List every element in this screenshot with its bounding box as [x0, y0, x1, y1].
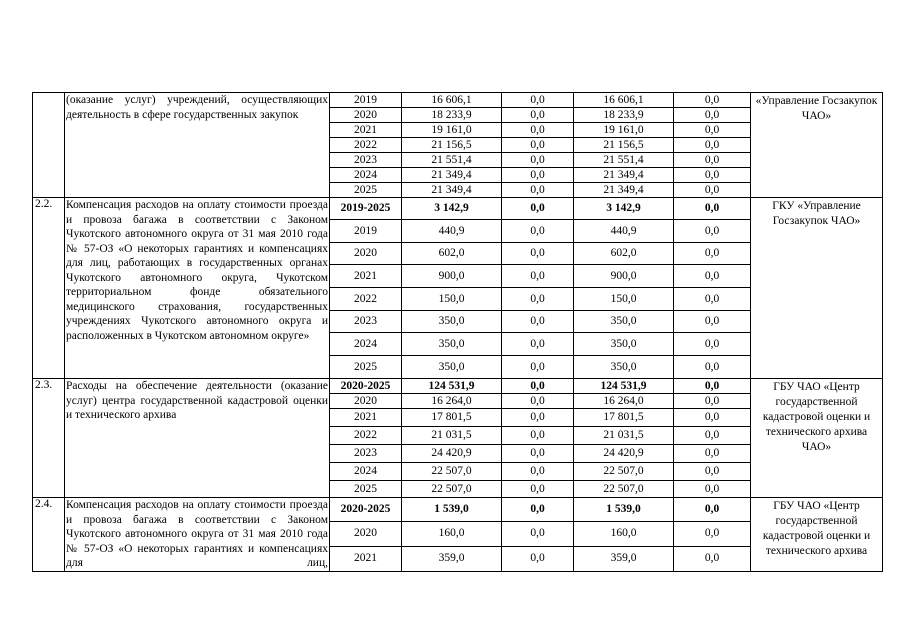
- year-cell: 2022: [330, 288, 402, 311]
- total-cell: 17 801,5: [402, 409, 502, 427]
- federal-budget-cell: 0,0: [502, 138, 574, 153]
- regional-budget-cell: 19 161,0: [574, 123, 674, 138]
- regional-budget-cell: 16 606,1: [574, 93, 674, 108]
- total-cell: 602,0: [402, 243, 502, 265]
- federal-budget-cell: 0,0: [502, 265, 574, 288]
- other-sources-cell: 0,0: [674, 481, 751, 498]
- total-cell: 3 142,9: [402, 198, 502, 220]
- total-cell: 18 233,9: [402, 108, 502, 123]
- other-sources-cell: 0,0: [674, 333, 751, 356]
- federal-budget-cell: 0,0: [502, 93, 574, 108]
- other-sources-cell: 0,0: [674, 138, 751, 153]
- other-sources-cell: 0,0: [674, 123, 751, 138]
- year-cell: 2019: [330, 220, 402, 243]
- other-sources-cell: 0,0: [674, 168, 751, 183]
- year-cell: 2022: [330, 138, 402, 153]
- year-cell: 2019: [330, 93, 402, 108]
- federal-budget-cell: 0,0: [502, 153, 574, 168]
- federal-budget-cell: 0,0: [502, 445, 574, 463]
- regional-budget-cell: 350,0: [574, 333, 674, 356]
- regional-budget-cell: 22 507,0: [574, 463, 674, 481]
- federal-budget-cell: 0,0: [502, 394, 574, 409]
- year-cell: 2021: [330, 546, 402, 571]
- total-cell: 350,0: [402, 356, 502, 379]
- other-sources-cell: 0,0: [674, 356, 751, 379]
- executor-cell: ГБУ ЧАО «Центр государственной кадастровой оценки и технического архива ЧАО»: [751, 379, 883, 498]
- section-number: 2.4.: [33, 498, 65, 572]
- year-cell: 2020: [330, 243, 402, 265]
- regional-budget-cell: 24 420,9: [574, 445, 674, 463]
- executor-cell: ГБУ ЧАО «Центр государственной кадастровой оценки и технического архива: [751, 498, 883, 572]
- regional-budget-cell: 21 156,5: [574, 138, 674, 153]
- total-cell: 440,9: [402, 220, 502, 243]
- year-cell: 2020: [330, 521, 402, 546]
- other-sources-cell: 0,0: [674, 288, 751, 311]
- regional-budget-cell: 602,0: [574, 243, 674, 265]
- other-sources-cell: 0,0: [674, 445, 751, 463]
- year-cell: 2022: [330, 427, 402, 445]
- year-cell: 2020: [330, 394, 402, 409]
- other-sources-cell: 0,0: [674, 198, 751, 220]
- regional-budget-cell: 1 539,0: [574, 498, 674, 522]
- total-cell: 16 264,0: [402, 394, 502, 409]
- federal-budget-cell: 0,0: [502, 427, 574, 445]
- executor-cell: «Управление Госзакупок ЧАО»: [751, 93, 883, 198]
- federal-budget-cell: 0,0: [502, 333, 574, 356]
- section-description: Расходы на обеспечение деятельности (оказание услуг) центра государственной кадастровой оценки и технического архива: [65, 379, 330, 498]
- table-body: [33, 93, 883, 572]
- executor-cell: ГКУ «Управление Госзакупок ЧАО»: [751, 198, 883, 379]
- year-cell: 2024: [330, 168, 402, 183]
- year-cell: 2024: [330, 463, 402, 481]
- total-cell: 24 420,9: [402, 445, 502, 463]
- other-sources-cell: 0,0: [674, 409, 751, 427]
- other-sources-cell: 0,0: [674, 427, 751, 445]
- section-number: 2.3.: [33, 379, 65, 498]
- federal-budget-cell: 0,0: [502, 409, 574, 427]
- year-cell: 2023: [330, 445, 402, 463]
- other-sources-cell: 0,0: [674, 93, 751, 108]
- other-sources-cell: 0,0: [674, 394, 751, 409]
- year-cell: 2019-2025: [330, 198, 402, 220]
- year-cell: 2024: [330, 333, 402, 356]
- year-cell: 2020-2025: [330, 379, 402, 394]
- total-cell: 21 349,4: [402, 168, 502, 183]
- total-cell: 150,0: [402, 288, 502, 311]
- regional-budget-cell: 150,0: [574, 288, 674, 311]
- year-cell: 2025: [330, 481, 402, 498]
- total-cell: 21 156,5: [402, 138, 502, 153]
- section-description: Компенсация расходов на оплату стоимости проезда и провоза багажа в соответствии с Законом Чукотского автономного округа от 31 мая 2010 года № 57-ОЗ «О некоторых гарантиях и компенсациях для лиц,: [66, 499, 328, 569]
- regional-budget-cell: 350,0: [574, 356, 674, 379]
- other-sources-cell: 0,0: [674, 379, 751, 394]
- regional-budget-cell: 21 349,4: [574, 183, 674, 198]
- regional-budget-cell: 21 551,4: [574, 153, 674, 168]
- table-row: [33, 198, 883, 220]
- regional-budget-cell: 900,0: [574, 265, 674, 288]
- other-sources-cell: 0,0: [674, 546, 751, 571]
- total-cell: 359,0: [402, 546, 502, 571]
- federal-budget-cell: 0,0: [502, 168, 574, 183]
- other-sources-cell: 0,0: [674, 108, 751, 123]
- federal-budget-cell: 0,0: [502, 288, 574, 311]
- total-cell: 22 507,0: [402, 481, 502, 498]
- total-cell: 900,0: [402, 265, 502, 288]
- year-cell: 2025: [330, 356, 402, 379]
- year-cell: 2020-2025: [330, 498, 402, 522]
- table-row: [33, 498, 883, 522]
- year-cell: 2023: [330, 153, 402, 168]
- regional-budget-cell: 18 233,9: [574, 108, 674, 123]
- federal-budget-cell: 0,0: [502, 521, 574, 546]
- total-cell: 22 507,0: [402, 463, 502, 481]
- other-sources-cell: 0,0: [674, 463, 751, 481]
- year-cell: 2023: [330, 311, 402, 333]
- other-sources-cell: 0,0: [674, 243, 751, 265]
- federal-budget-cell: 0,0: [502, 108, 574, 123]
- year-cell: 2021: [330, 123, 402, 138]
- other-sources-cell: 0,0: [674, 521, 751, 546]
- other-sources-cell: 0,0: [674, 311, 751, 333]
- regional-budget-cell: 160,0: [574, 521, 674, 546]
- total-cell: 21 031,5: [402, 427, 502, 445]
- total-cell: 19 161,0: [402, 123, 502, 138]
- federal-budget-cell: 0,0: [502, 356, 574, 379]
- section-description: (оказание услуг) учреждений, осуществляющих деятельность в сфере государственных закупок: [65, 93, 330, 198]
- other-sources-cell: 0,0: [674, 153, 751, 168]
- budget-table: [32, 92, 883, 572]
- total-cell: 21 551,4: [402, 153, 502, 168]
- federal-budget-cell: 0,0: [502, 220, 574, 243]
- federal-budget-cell: 0,0: [502, 311, 574, 333]
- section-number: [33, 93, 65, 198]
- federal-budget-cell: 0,0: [502, 243, 574, 265]
- federal-budget-cell: 0,0: [502, 198, 574, 220]
- regional-budget-cell: 359,0: [574, 546, 674, 571]
- other-sources-cell: 0,0: [674, 498, 751, 522]
- federal-budget-cell: 0,0: [502, 498, 574, 522]
- regional-budget-cell: 124 531,9: [574, 379, 674, 394]
- federal-budget-cell: 0,0: [502, 183, 574, 198]
- other-sources-cell: 0,0: [674, 183, 751, 198]
- regional-budget-cell: 3 142,9: [574, 198, 674, 220]
- regional-budget-cell: 21 031,5: [574, 427, 674, 445]
- federal-budget-cell: 0,0: [502, 123, 574, 138]
- total-cell: 1 539,0: [402, 498, 502, 522]
- federal-budget-cell: 0,0: [502, 379, 574, 394]
- other-sources-cell: 0,0: [674, 220, 751, 243]
- regional-budget-cell: 22 507,0: [574, 481, 674, 498]
- total-cell: 350,0: [402, 333, 502, 356]
- year-cell: 2021: [330, 409, 402, 427]
- regional-budget-cell: 21 349,4: [574, 168, 674, 183]
- regional-budget-cell: 440,9: [574, 220, 674, 243]
- regional-budget-cell: 16 264,0: [574, 394, 674, 409]
- section-number: 2.2.: [33, 198, 65, 379]
- other-sources-cell: 0,0: [674, 265, 751, 288]
- federal-budget-cell: 0,0: [502, 481, 574, 498]
- year-cell: 2020: [330, 108, 402, 123]
- table-row: [33, 379, 883, 394]
- table-row: [33, 93, 883, 108]
- total-cell: 16 606,1: [402, 93, 502, 108]
- section-description: Компенсация расходов на оплату стоимости проезда и провоза багажа в соответствии с Законом Чукотского автономного округа от 31 мая 2010 года № 57-ОЗ «О некоторых гарантиях и компенсациях для лиц, работающих в государственных органах Чукотского автономного округа, Чукотском территориальном фонде обязательного медицинского страхования, государственных учреждениях Чукотского автономного округа и расположенных в Чукотском автономном округе»: [65, 198, 330, 379]
- regional-budget-cell: 350,0: [574, 311, 674, 333]
- federal-budget-cell: 0,0: [502, 463, 574, 481]
- year-cell: 2021: [330, 265, 402, 288]
- regional-budget-cell: 17 801,5: [574, 409, 674, 427]
- year-cell: 2025: [330, 183, 402, 198]
- total-cell: 21 349,4: [402, 183, 502, 198]
- total-cell: 350,0: [402, 311, 502, 333]
- federal-budget-cell: 0,0: [502, 546, 574, 571]
- total-cell: 160,0: [402, 521, 502, 546]
- total-cell: 124 531,9: [402, 379, 502, 394]
